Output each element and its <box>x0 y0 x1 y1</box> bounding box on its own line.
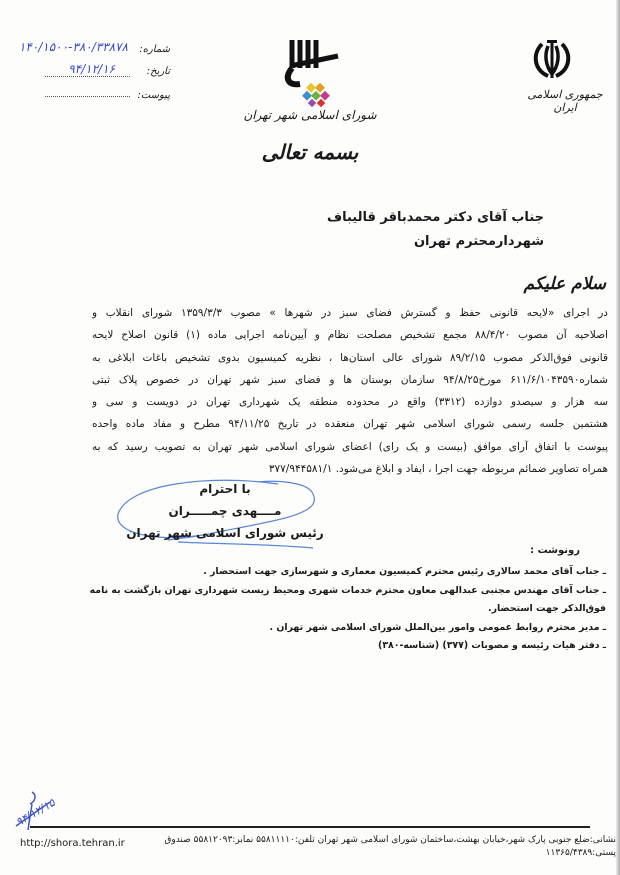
government-name: جمهوری اسلامی ایران <box>527 88 603 114</box>
invocation: بسمه تعالی <box>261 140 359 164</box>
copies-title: رونوشت : <box>530 545 580 556</box>
greeting: سلام علیکم <box>523 274 606 294</box>
footer <box>20 834 616 864</box>
body-line: اصلاحیه آن مصوب ۸۸/۴/۲۰ مجمع تشخیص مصلحت نظام و آیین‌نامه اجرایی ماده (۱) قانون اصلاح لایحه <box>92 329 608 342</box>
body-line: سه هزار و سیصدو دوازده (۳۳۱۲) واقع در محدوده منطقه یک شهرداری تهران در دویست و سی و <box>92 396 608 409</box>
attachment-dotted-line <box>45 96 130 97</box>
signatory-name: مــــهدی چمـــــران <box>168 504 282 518</box>
body-line: همراه تصاویر ضمائم مربوطه جهت اجرا ، ایفاد و ابلاغ می‌شود. ۳۷۷/۹۴۴۵۸۱/۱ <box>268 463 608 476</box>
copy-item: ـ جناب آقای مهندس مجتبی عبدالهی معاون محترم خدمات شهری ومحیط زیست شهرداری تهران بازگشت به نامه <box>89 584 606 596</box>
addressee-name: جناب آقای دکتر محمدباقر قالیباف <box>327 210 544 225</box>
letter-date-field <box>2 62 170 82</box>
date-label: تاریخ: <box>146 66 170 77</box>
copy-item: فوق‌الذکر جهت استحضار. <box>488 603 606 615</box>
date-dotted-line <box>45 76 130 77</box>
attachment-field <box>2 90 170 106</box>
date-value: ۹۴/۱۲/۱۶ <box>68 62 115 76</box>
footer-address: نشانی:ضلع جنوبی پارک شهر،خیابان بهشت،ساختمان شورای اسلامی شهر تهران تلفن:۵۵۸۱۱۱۱۰ نمابر:۵۵۸۱۲۰۹۳ صندوق پستی:۱۱۳۶۵/۴۳۸۹ <box>164 835 616 858</box>
copy-item: ـ مدیر محترم روابط عمومی وامور بین‌الملل شورای اسلامی شهر تهران . <box>269 621 606 633</box>
handwritten-date: ۹۴/۱۲/۱۵ <box>13 796 58 829</box>
signatory-title: رئیس شورای اسلامی شهر تهران <box>126 526 324 540</box>
letter-body <box>92 302 608 480</box>
copy-item: ـ جناب آقای محمد سالاری رئیس محترم کمیسیون معماری و شهرسازی جهت استحضار . <box>203 566 606 577</box>
copies-list <box>6 563 606 656</box>
body-line: شماره۶۱۱/۶/۱۰۴۳۵۹۰ مورخ۹۴/۸/۲۵ سازمان بوستان ها و فضای سبز شهر تهران در خصوص پلاک ثبتی <box>92 373 608 386</box>
number-value: ۱۴۰/۱۵۰۰-۳۸۰/۳۳۸۷۸ <box>18 40 128 54</box>
iran-emblem-icon <box>528 36 576 84</box>
scan-edge <box>616 0 620 875</box>
body-line: هشتمین جلسه رسمی شورای اسلامی شهر تهران منعقده در تاریخ ۹۴/۱۱/۲۵ مطرح و مفاد ماده واحده <box>92 418 608 431</box>
signature-closing: با احترام <box>199 482 251 496</box>
body-line: در اجرای «لایحه قانونی حفظ و گسترش فضای سبز در شهرها » مصوب ۱۳۵۹/۳/۳ شورای انقلاب و <box>92 307 608 319</box>
body-line: پیوست با اتفاق آرای موافق (بیست و یک رای) اعضای شورای اسلامی شهر تهران به تصویب رسید که به <box>92 440 608 453</box>
footer-divider <box>30 826 590 828</box>
letter-number-field <box>2 40 170 60</box>
signature-block <box>120 478 330 544</box>
website-link[interactable]: http://shora.tehran.ir <box>20 838 125 849</box>
council-logo-icon <box>278 38 348 108</box>
addressee-title: شهردارمحترم تهران <box>413 234 544 249</box>
body-line: قانونی فوق‌الذکر مصوب ۸۹/۲/۱۵ شورای عالی استان‌ها ، نظریه کمیسیون بدوی تشخیص باغات ابلاغی به <box>92 351 608 364</box>
addressee <box>327 206 544 254</box>
copy-item: ـ دفتر هیات رئیسه و مصوبات (۳۷۷) (شناسه-۳۸۰) <box>378 640 606 652</box>
number-label: شماره: <box>139 44 170 55</box>
council-name: شورای اسلامی شهر تهران <box>243 108 377 122</box>
attachment-label: پیوست: <box>137 90 170 101</box>
